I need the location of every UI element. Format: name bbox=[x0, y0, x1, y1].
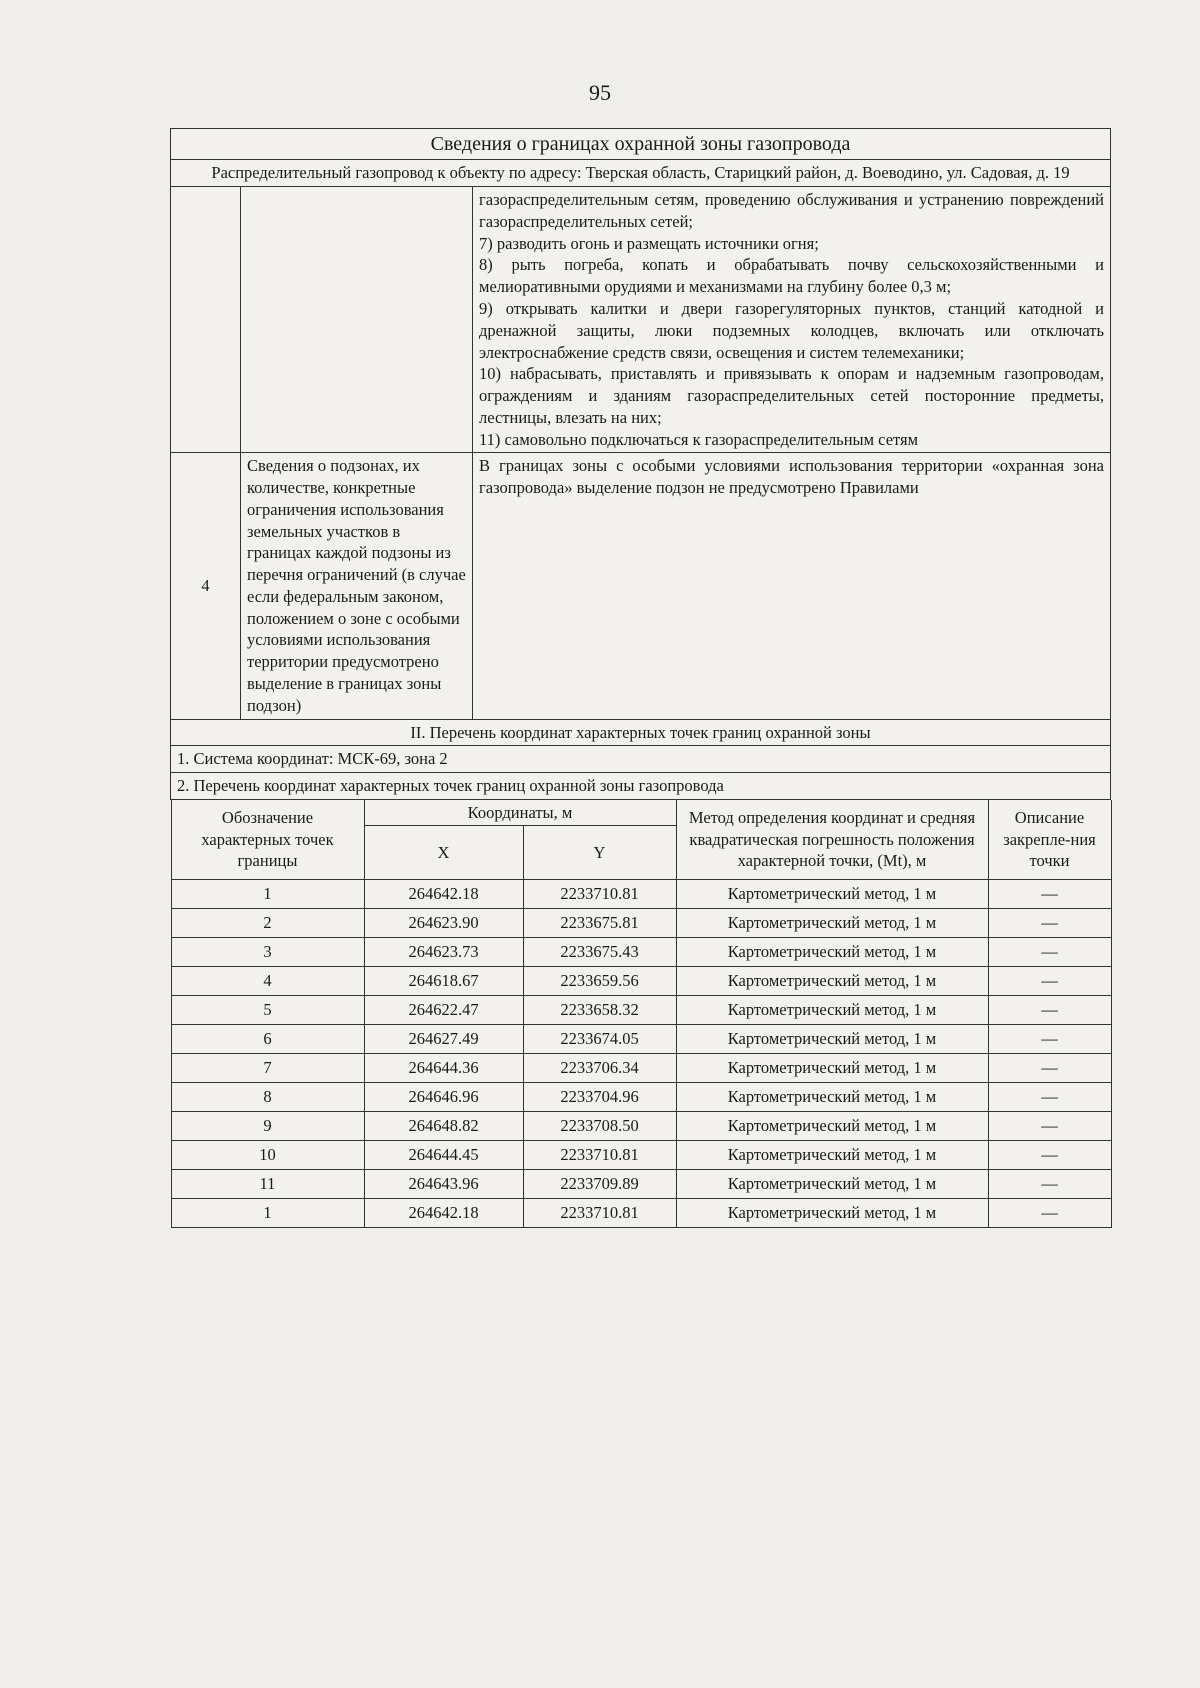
x-cell: 264623.90 bbox=[364, 909, 523, 938]
restriction-item: 11) самовольно подключаться к газораспределительным сетям bbox=[479, 429, 919, 449]
table-row bbox=[171, 1025, 1111, 1054]
description-cell: — bbox=[988, 1170, 1111, 1199]
point-number-cell: 6 bbox=[171, 1025, 364, 1054]
y-cell: 2233674.05 bbox=[523, 1025, 676, 1054]
method-cell: Картометрический метод, 1 м bbox=[676, 1083, 988, 1112]
point-number-cell: 1 bbox=[171, 1199, 364, 1228]
x-cell: 264623.73 bbox=[364, 938, 523, 967]
method-cell: Картометрический метод, 1 м bbox=[676, 1112, 988, 1141]
table-row bbox=[171, 1141, 1111, 1170]
method-cell: Картометрический метод, 1 м bbox=[676, 909, 988, 938]
x-cell: 264644.36 bbox=[364, 1054, 523, 1083]
table-row bbox=[171, 1083, 1111, 1112]
table-row bbox=[171, 967, 1111, 996]
zone-info-table bbox=[170, 128, 1111, 1228]
y-cell: 2233659.56 bbox=[523, 967, 676, 996]
description-header: Описание закрепле-ния точки bbox=[988, 800, 1111, 880]
method-cell: Картометрический метод, 1 м bbox=[676, 1170, 988, 1199]
description-cell: — bbox=[988, 1083, 1111, 1112]
table-row bbox=[171, 1199, 1111, 1228]
x-cell: 264644.45 bbox=[364, 1141, 523, 1170]
x-header: X bbox=[364, 826, 523, 880]
table-row bbox=[171, 996, 1111, 1025]
method-cell: Картометрический метод, 1 м bbox=[676, 880, 988, 909]
x-cell: 264642.18 bbox=[364, 880, 523, 909]
table-row bbox=[171, 880, 1111, 909]
table-row bbox=[171, 938, 1111, 967]
object-address: Распределительный газопровод к объекту по адресу: Тверская область, Старицкий район, д. Воеводино, ул. Садовая, д. 19 bbox=[171, 160, 1111, 187]
restrictions-continued-row bbox=[171, 187, 1111, 453]
point-number-cell: 3 bbox=[171, 938, 364, 967]
method-cell: Картометрический метод, 1 м bbox=[676, 1199, 988, 1228]
point-number-cell: 1 bbox=[171, 880, 364, 909]
description-cell: — bbox=[988, 967, 1111, 996]
y-cell: 2233704.96 bbox=[523, 1083, 676, 1112]
method-cell: Картометрический метод, 1 м bbox=[676, 996, 988, 1025]
coordinates-header: Координаты, м bbox=[364, 800, 676, 826]
point-number-cell: 9 bbox=[171, 1112, 364, 1141]
y-cell: 2233658.32 bbox=[523, 996, 676, 1025]
x-cell: 264627.49 bbox=[364, 1025, 523, 1054]
method-cell: Картометрический метод, 1 м bbox=[676, 1141, 988, 1170]
description-cell: — bbox=[988, 1025, 1111, 1054]
description-cell: — bbox=[988, 1112, 1111, 1141]
restrictions-list bbox=[473, 187, 1111, 453]
y-cell: 2233675.81 bbox=[523, 909, 676, 938]
y-cell: 2233710.81 bbox=[523, 880, 676, 909]
point-number-cell: 2 bbox=[171, 909, 364, 938]
empty-number-cell bbox=[171, 187, 241, 453]
table-row bbox=[171, 909, 1111, 938]
subzones-value: В границах зоны с особыми условиями использования территории «охранная зона газопровода» выделение подзон не предусмотрено Правилами bbox=[473, 453, 1111, 719]
page-number: 95 bbox=[589, 80, 611, 105]
coordinates-table bbox=[171, 800, 1112, 1228]
table-row bbox=[171, 1112, 1111, 1141]
x-cell: 264642.18 bbox=[364, 1199, 523, 1228]
description-cell: — bbox=[988, 1199, 1111, 1228]
description-cell: — bbox=[988, 909, 1111, 938]
point-number-cell: 7 bbox=[171, 1054, 364, 1083]
y-cell: 2233708.50 bbox=[523, 1112, 676, 1141]
y-cell: 2233675.43 bbox=[523, 938, 676, 967]
coordinate-system: 1. Система координат: МСК-69, зона 2 bbox=[171, 746, 1111, 773]
table-row bbox=[171, 1170, 1111, 1199]
method-cell: Картометрический метод, 1 м bbox=[676, 1025, 988, 1054]
restriction-item: газораспределительным сетям, проведению обслуживания и устранению повреждений газораспределительных сетей; bbox=[479, 190, 1105, 231]
restriction-item: 8) рыть погреба, копать и обрабатывать почву сельскохозяйственными и мелиоративными орудиями и механизмами на глубину более 0,3 м; bbox=[479, 255, 1105, 297]
subzones-label: Сведения о подзонах, их количестве, конкретные ограничения использования земельных участков в границах каждой подзоны из перечня ограничений (в случае если федеральным законом, положением о зоне с особыми условиями использования территории предусмотрено выделение в границах зоны подзон) bbox=[241, 453, 473, 719]
designation-header: Обозначение характерных точек границы bbox=[171, 800, 364, 880]
point-number-cell: 11 bbox=[171, 1170, 364, 1199]
table-row bbox=[171, 1054, 1111, 1083]
description-cell: — bbox=[988, 938, 1111, 967]
description-cell: — bbox=[988, 1054, 1111, 1083]
point-number-cell: 5 bbox=[171, 996, 364, 1025]
x-cell: 264646.96 bbox=[364, 1083, 523, 1112]
y-cell: 2233709.89 bbox=[523, 1170, 676, 1199]
restriction-item: 10) набрасывать, приставлять и привязывать к опорам и надземным газопроводам, ограждениям и зданиям газораспределительных сетей посторонние предметы, лестницы, влезать на них; bbox=[479, 364, 1105, 427]
method-cell: Картометрический метод, 1 м bbox=[676, 967, 988, 996]
method-cell: Картометрический метод, 1 м bbox=[676, 1054, 988, 1083]
description-cell: — bbox=[988, 996, 1111, 1025]
restriction-item: 7) разводить огонь и размещать источники огня; bbox=[479, 233, 819, 253]
description-cell: — bbox=[988, 1141, 1111, 1170]
y-cell: 2233710.81 bbox=[523, 1141, 676, 1170]
section-2-title: II. Перечень координат характерных точек границ охранной зоны bbox=[171, 719, 1111, 746]
x-cell: 264643.96 bbox=[364, 1170, 523, 1199]
point-number-cell: 10 bbox=[171, 1141, 364, 1170]
row-number: 4 bbox=[171, 453, 241, 719]
document-title: Сведения о границах охранной зоны газопровода bbox=[171, 129, 1111, 160]
x-cell: 264622.47 bbox=[364, 996, 523, 1025]
y-cell: 2233710.81 bbox=[523, 1199, 676, 1228]
point-number-cell: 8 bbox=[171, 1083, 364, 1112]
description-cell: — bbox=[988, 880, 1111, 909]
restriction-item: 9) открывать калитки и двери газорегуляторных пунктов, станций катодной и дренажной защиты, люки подземных колодцев, включать или отключать электроснабжение средств связи, освещения и систем телемеханики; bbox=[479, 298, 1105, 362]
y-cell: 2233706.34 bbox=[523, 1054, 676, 1083]
subzones-row bbox=[171, 453, 1111, 719]
point-number-cell: 4 bbox=[171, 967, 364, 996]
points-list-title: 2. Перечень координат характерных точек границ охранной зоны газопровода bbox=[171, 773, 1111, 800]
y-header: Y bbox=[523, 826, 676, 880]
x-cell: 264618.67 bbox=[364, 967, 523, 996]
method-cell: Картометрический метод, 1 м bbox=[676, 938, 988, 967]
empty-label-cell bbox=[241, 187, 473, 453]
x-cell: 264648.82 bbox=[364, 1112, 523, 1141]
method-header: Метод определения координат и средняя квадратическая погрешность положения характерной точки, (Mt), м bbox=[676, 800, 988, 880]
